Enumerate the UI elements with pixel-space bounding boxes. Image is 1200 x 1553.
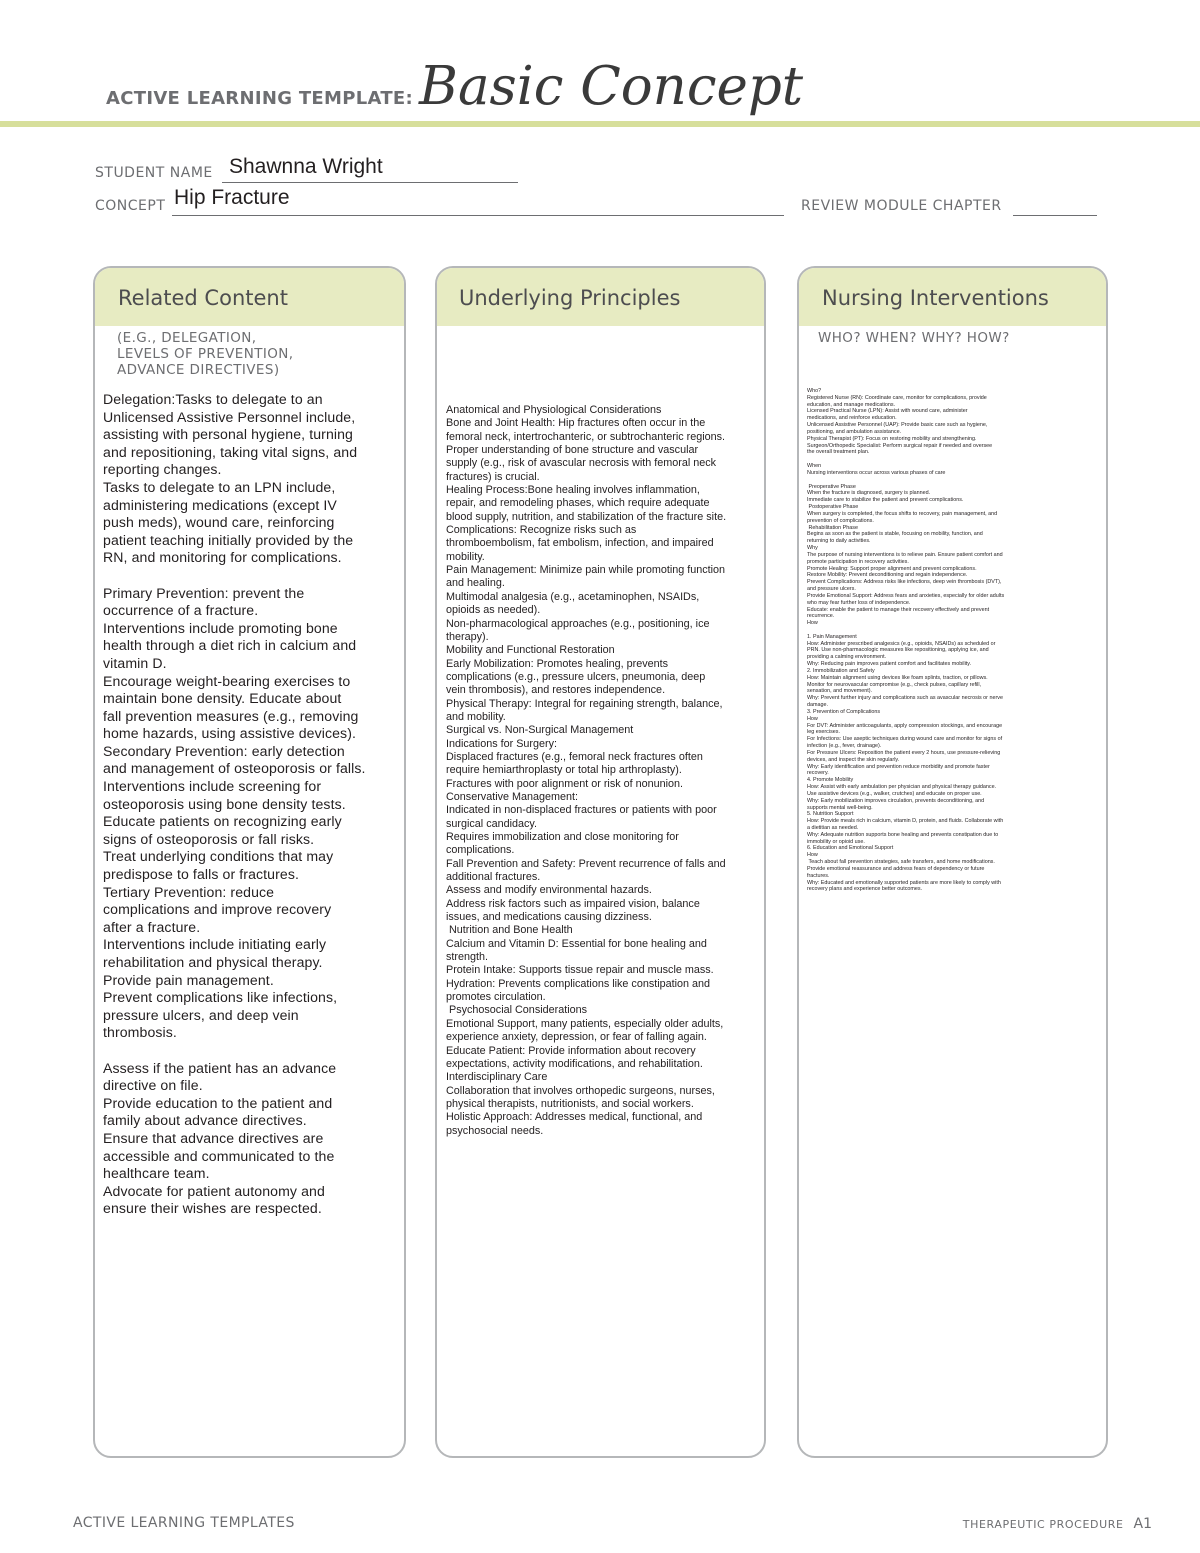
nursing-interventions-subtitle: WHO? WHEN? WHY? HOW? — [818, 330, 1010, 346]
concept-row — [95, 198, 165, 214]
nursing-interventions-title: Nursing Interventions — [822, 286, 1049, 310]
student-name-line — [222, 181, 518, 183]
student-name-label: STUDENT NAME — [95, 165, 213, 181]
underlying-principles-body[interactable]: Anatomical and Physiological Considerations Bone and Joint Health: Hip fractures often occur in the femoral neck, intertrochanteric, or subtrochanteric regions. Proper understanding of bone structure and vascular supply (e.g., risk of avascular necrosis with femoral neck fractures) is crucial. Healing Process:Bone healing involves inflammation, repair, and remodeling phases, which require adequate blood supply, nutrition, and stabilization of the fracture site. Complications: Recognize risks such as thromboembolism, fat embolism, infection, and impaired mobility. Pain Management: Minimize pain while promoting function and healing. Multimodal analgesia (e.g., acetaminophen, NSAIDs, opioids as needed). Non-pharmacological approaches (e.g., positioning, ice therapy). Mobility and Functional Restoration Early Mobilization: Promotes healing, prevents complications (e.g., pressure ulcers, pneumonia, deep vein thrombosis), and restores independence. Physical Therapy: Integral for regaining strength, balance, and mobility. Surgical vs. Non-Surgical Management Indications for Surgery: Displaced fractures (e.g., femoral neck fractures often require hemiarthroplasty or total hip arthroplasty). Fractures with poor alignment or risk of nonunion. Conservative Management: Indicated in non-displaced fractures or patients with poor surgical candidacy. Requires immobilization and close monitoring for complications. Fall Prevention and Safety: Prevent recurrence of falls and additional fractures. Assess and modify environmental hazards. Address risk factors such as impaired vision, balance issues, and medications causing dizziness. Nutrition and Bone Health Calcium and Vitamin D: Essential for bone healing and strength. Protein Intake: Supports tissue repair and muscle mass. Hydration: Prevents complications like constipation and promotes circulation. Psychosocial Considerations Emotional Support, many patients, especially older adults, experience anxiety, depression, or fear of falling again. Educate Patient: Provide information about recovery expectations, activity modifications, and rehabilitation. Interdisciplinary Care Collaboration that involves orthopedic surgeons, nurses, physical therapists, nutritionists, and social workers. Holistic Approach: Addresses medical, functional, and psychosocial needs. — [446, 404, 727, 1137]
nursing-interventions-body[interactable]: Who? Registered Nurse (RN): Coordinate care, monitor for complications, provide education, and manage medications. Licensed Practical Nurse (LPN): Assist with wound care, administer medications, and reinforce education. Unlicensed Assistive Personnel (UAP): Provide basic care such as hygiene, positioning, and ambulation assistance. Physical Therapist (PT): Focus on restoring mobility and strengthening. Surgeon/Orthopedic Specialist: Perform surgical repair if needed and oversee the overall treatment plan. When Nursing interventions occur across various phases of care Preoperative Phase When the fracture is diagnosed, surgery is planned. Immediate care to stabilize the patient and prevent complications. Postoperative Phase When surgery is completed, the focus shifts to recovery, pain management, and prevention of complications. Rehabilitation Phase Begins as soon as the patient is stable, focusing on mobility, function, and returning to daily activities. Why The purpose of nursing interventions is to relieve pain. Ensure patient comfort and promote participation in recovery activities. Promote Healing: Support proper alignment and prevent complications. Restore Mobility: Prevent deconditioning and regain independence. Prevent Complications: Address risks like infections, deep vein thrombosis (DVT), and pressure ulcers. Provide Emotional Support: Address fears and anxieties, especially for older adults who may fear further loss of independence. Educate: enable the patient to manage their recovery effectively and prevent recurrence. How 1. Pain Management How: Administer prescribed analgesics (e.g., opioids, NSAIDs) as scheduled or PRN. Use non-pharmacologic measures like repositioning, applying ice, and providing a calming environment. Why: Reducing pain improves patient comfort and facilitates mobility. 2. Immobilization and Safety How: Maintain alignment using devices like foam splints, traction, or pillows. Monitor for neurovascular compromise (e.g., check pulses, capillary refill, sensation, and movement). Why: Prevent further injury and complications such as avascular necrosis or nerve damage. 3. Prevention of Complications How For DVT: Administer anticoagulants, apply compression stockings, and encourage leg exercises. For Infections: Use aseptic techniques during wound care and monitor for signs of infection (e.g., fever, drainage). For Pressure Ulcers: Reposition the patient every 2 hours, use pressure-relieving devices, and inspect the skin regularly. Why: Early identification and prevention reduce morbidity and promote faster recovery. 4. Promote Mobility How: Assist with early ambulation per physician and physical therapy guidance. Use assistive devices (e.g., walker, crutches) and educate on proper use. Why: Early mobilization improves circulation, prevents deconditioning, and supports mental well-being. 5. Nutrition Support How: Provide meals rich in calcium, vitamin D, protein, and fluids. Collaborate with a dietitian as needed. Why: Adequate nutrition supports bone healing and prevents constipation due to immobility or opioid use. 6. Education and Emotional Support How Teach about fall prevention strategies, safe transfers, and home modifications. Provide emotional reassurance and address fears of dependency or future fractures. Why: Educated and emotionally supported patients are more likely to comply with recovery plans and experience better outcomes. — [807, 388, 1005, 893]
template-name: Basic Concept — [419, 56, 804, 117]
header-rule — [0, 121, 1200, 127]
review-module-field[interactable] — [1013, 214, 1097, 216]
nursing-interventions-panel — [797, 266, 1108, 1458]
related-content-title: Related Content — [118, 286, 288, 310]
review-module-row — [801, 198, 1002, 214]
student-name-row — [95, 165, 213, 181]
template-title — [106, 56, 803, 117]
underlying-principles-panel — [435, 266, 766, 1458]
concept-field[interactable]: Hip Fracture — [174, 186, 290, 209]
footer-left-label: ACTIVE LEARNING TEMPLATES — [73, 1515, 295, 1531]
footer-right — [963, 1516, 1152, 1532]
footer-page-number: A1 — [1133, 1516, 1152, 1532]
nursing-interventions-header — [799, 268, 1106, 326]
underlying-principles-header — [437, 268, 764, 326]
template-label: ACTIVE LEARNING TEMPLATE: — [106, 88, 413, 109]
related-content-body[interactable]: Delegation:Tasks to delegate to an Unlicensed Assistive Personnel include, assisting with personal hygiene, turning and repositioning, taking vital signs, and reporting changes. Tasks to delegate to an LPN include, administering medications (except IV push meds), wound care, reinforcing patient teaching initially provided by the RN, and monitoring for complications. Primary Prevention: prevent the occurrence of a fracture. Interventions include promoting bone health through a diet rich in calcium and vitamin D. Encourage weight-bearing exercises to maintain bone density. Educate about fall prevention measures (e.g., removing home hazards, using assistive devices). Secondary Prevention: early detection and management of osteoporosis or falls. Interventions include screening for osteoporosis using bone density tests. Educate patients on recognizing early signs of osteoporosis or fall risks. Treat underlying conditions that may predispose to falls or fractures. Tertiary Prevention: reduce complications and improve recovery after a fracture. Interventions include initiating early rehabilitation and physical therapy. Provide pain management. Prevent complications like infections, pressure ulcers, and deep vein thrombosis. Assess if the patient has an advance directive on file. Provide education to the patient and family about advance directives. Ensure that advance directives are accessible and communicated to the healthcare team. Advocate for patient autonomy and ensure their wishes are respected. — [103, 391, 366, 1217]
underlying-principles-title: Underlying Principles — [459, 286, 681, 310]
related-content-subtitle: (E.G., DELEGATION, LEVELS OF PREVENTION, ADVANCE DIRECTIVES) — [117, 330, 294, 378]
concept-label: CONCEPT — [95, 198, 166, 214]
review-module-label: REVIEW MODULE CHAPTER — [801, 198, 1002, 214]
concept-line — [172, 214, 784, 216]
related-content-panel — [93, 266, 406, 1458]
related-content-header — [95, 268, 404, 326]
student-name-field[interactable]: Shawnna Wright — [229, 155, 383, 178]
footer-section-label: THERAPEUTIC PROCEDURE — [962, 1518, 1124, 1531]
